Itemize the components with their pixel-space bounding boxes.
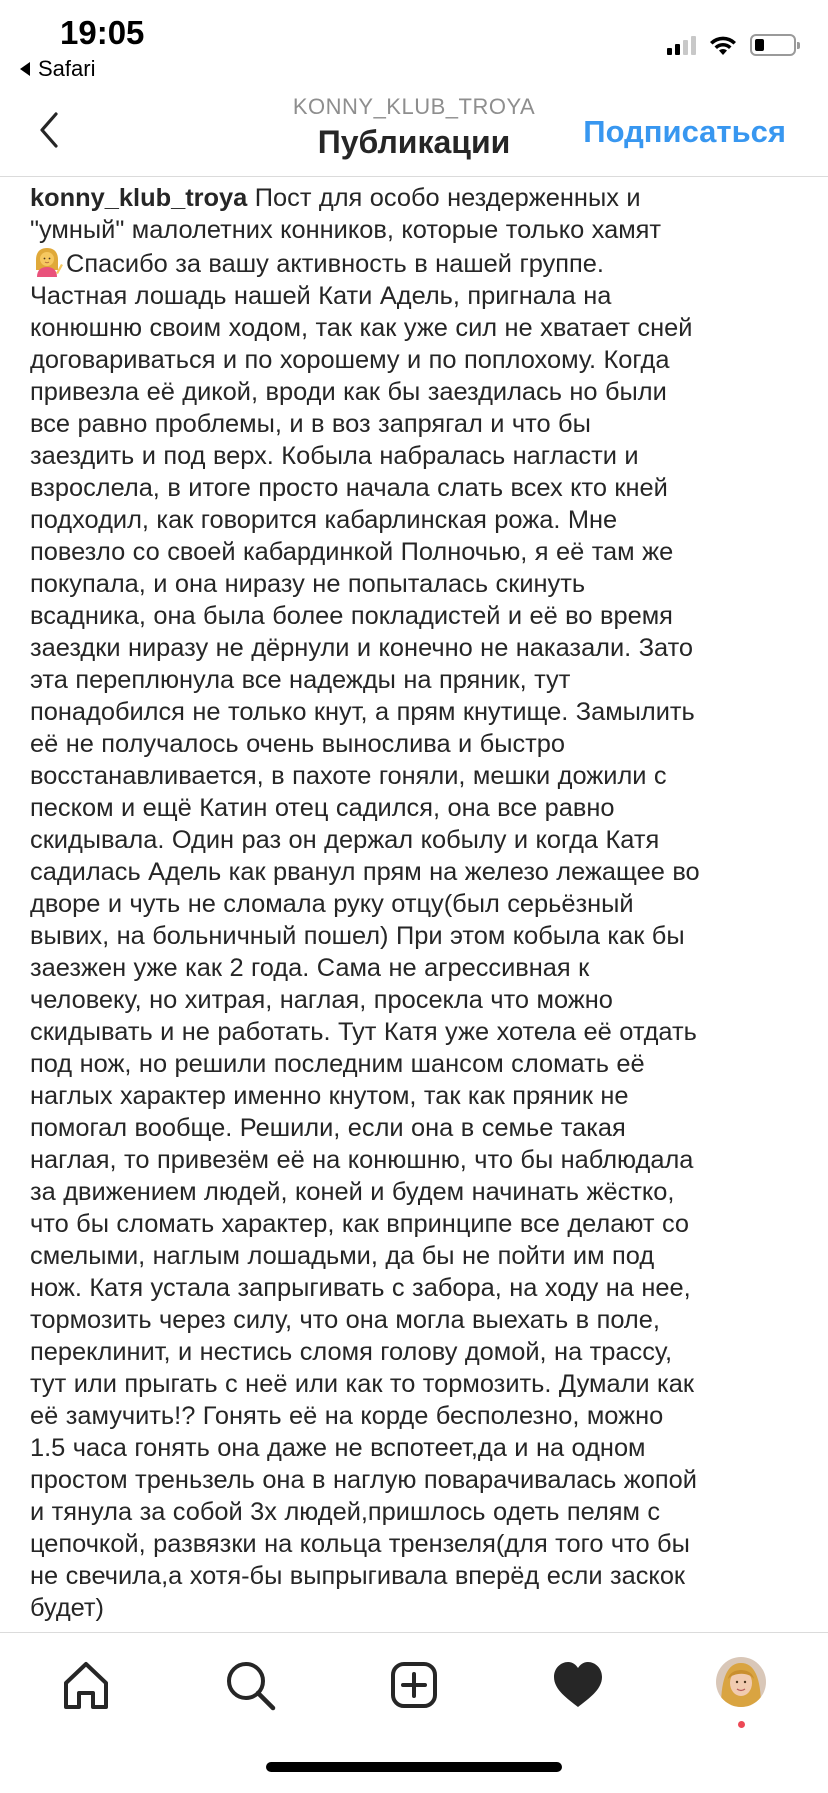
caption-line: взрослела, в итоге просто начала слать всех кто кней — [30, 474, 668, 502]
caption-line-with-emoji — [30, 246, 800, 280]
caption-line: 1.5 часа гонять она даже не вспотеет,да и на одном — [30, 1434, 646, 1462]
caption-line: под нож, но решили последним шансом сломать её — [30, 1050, 645, 1078]
navigation-bar — [0, 88, 828, 177]
battery-level — [755, 39, 764, 51]
home-indicator — [266, 1762, 562, 1772]
caption-line: нож. Катя устала запрыгивать с забора, на ходу на нее, — [30, 1274, 691, 1302]
status-time: 19:05 — [60, 14, 145, 51]
cellular-signal-icon — [667, 35, 696, 55]
caption-line: повезло со своей кабардинкой Полночью, я её там же — [30, 538, 674, 566]
caption-line: её не получалось очень вынослива и быстро — [30, 730, 566, 758]
account-name: KONNY_KLUB_TROYA — [292, 94, 536, 119]
caption-line: привезла её дикой, вроди как бы заездилась но были — [30, 378, 667, 406]
caption-line: помогал вообще. Решили, если она в семье такая — [30, 1114, 626, 1142]
caption-line: всадника, она была более покладистей и её во время — [30, 602, 673, 630]
caption-line: садилась Адель как рванул прям на железо лежащее во — [30, 858, 700, 886]
caption-line: заездить и под верх. Кобыла набралась нагласти и — [30, 442, 639, 470]
caption-line: тормозить через силу, что она могла выехать в поле, — [30, 1306, 660, 1334]
caption-line: что бы сломать характер, как впринципе все делают со — [30, 1210, 690, 1238]
page-title: Публикации — [317, 124, 511, 160]
caption-line: человеку, но хитрая, наглая, просекла что можно — [30, 986, 613, 1014]
caption-line: не свечила,а хотя-бы выпрыгивала вперёд если заскок — [30, 1562, 686, 1590]
caption-line: наглая, то привезём её на конюшню, что бы наблюдала — [30, 1146, 694, 1174]
caption-line: тут или прыгать с неё или как то тормозить. Думали как — [30, 1370, 694, 1398]
caption-body — [30, 280, 800, 1624]
caption-line: заезжен уже как 2 года. Сама не агрессивная к — [30, 954, 590, 982]
caption-line: песком и ещё Катин отец садился, она все равно — [30, 794, 615, 822]
caption-line: восстанавливается, в пахоте гоняли, мешки дожили с — [30, 762, 667, 790]
back-to-safari-button[interactable] — [20, 56, 95, 82]
status-bar — [0, 0, 828, 88]
wifi-icon — [708, 34, 738, 56]
battery-icon — [750, 34, 796, 56]
back-app-label: Safari — [38, 56, 96, 81]
post-username[interactable]: konny_klub_troya — [30, 184, 248, 212]
post-caption — [30, 182, 800, 1624]
caption-line: за движением людей, коней и будем начинать жёстко, — [30, 1178, 675, 1206]
caption-line: наглых характер именно кнутом, так как пряник не — [30, 1082, 629, 1110]
caption-line: и тянула за собой 3х людей,пришлось одеть пелям с — [30, 1498, 661, 1526]
caption-line: скидывала. Один раз он держал кобылу и когда Катя — [30, 826, 660, 854]
caption-line: простом треньзель она в наглую поварачивалась жопой — [30, 1466, 697, 1494]
activity-heart-icon[interactable] — [548, 1655, 608, 1715]
search-icon[interactable] — [220, 1655, 280, 1715]
caption-line: скидывать и не работать. Тут Катя уже хотела её отдать — [30, 1018, 697, 1046]
caption-line: подходил, как говорится кабарлинская рожа. Мне — [30, 506, 618, 534]
caption-line: Пост для особо нездерженных и — [247, 184, 641, 212]
caption-line: понадобился не только кнут, а прям кнутище. Замылить — [30, 698, 695, 726]
back-triangle-icon — [20, 62, 30, 76]
caption-line: Спасибо за вашу активность в нашей группе. — [66, 250, 604, 278]
notification-dot — [738, 1721, 745, 1728]
caption-line: переклинит, и нестись сломя голову домой, на трассу, — [30, 1338, 673, 1366]
caption-line: эта переплюнула все надежды на пряник, тут — [30, 666, 571, 694]
caption-line: смелыми, наглым лошадьми, да бы не пойти им под — [30, 1242, 655, 1270]
caption-line: конюшню своим ходом, так как уже сил не хватает сней — [30, 314, 693, 342]
caption-line: вывих, на больничный пошел) При этом кобыла как бы — [30, 922, 685, 950]
caption-line: заездки ниразу не дёрнули и конечно не наказали. Зато — [30, 634, 694, 662]
home-icon[interactable] — [56, 1655, 116, 1715]
caption-line-first — [30, 182, 800, 214]
caption-line: договариваться и по хорошему и по поплохому. Когда — [30, 346, 670, 374]
woman-tipping-hand-emoji — [30, 246, 64, 278]
caption-line: её замучить!? Гонять её на корде бесполезно, можно — [30, 1402, 664, 1430]
caption-line: дворе и чуть не сломала руку отцу(был серьёзный — [30, 890, 634, 918]
new-post-icon[interactable] — [384, 1655, 444, 1715]
caption-line: будет) — [30, 1594, 105, 1622]
caption-line: "умный" малолетних конников, которые только хамят — [30, 216, 662, 244]
subscribe-button[interactable]: Подписаться — [583, 114, 786, 149]
profile-avatar[interactable] — [716, 1657, 766, 1707]
caption-line: цепочкой, развязки на кольца трензеля(для того что бы — [30, 1530, 690, 1558]
status-icons — [667, 34, 796, 56]
caption-line: все равно проблемы, и в воз запрягал и что бы — [30, 410, 591, 438]
caption-line: Частная лошадь нашей Кати Адель, пригнала на — [30, 282, 612, 310]
caption-line: покупала, и она ниразу не попыталась скинуть — [30, 570, 586, 598]
